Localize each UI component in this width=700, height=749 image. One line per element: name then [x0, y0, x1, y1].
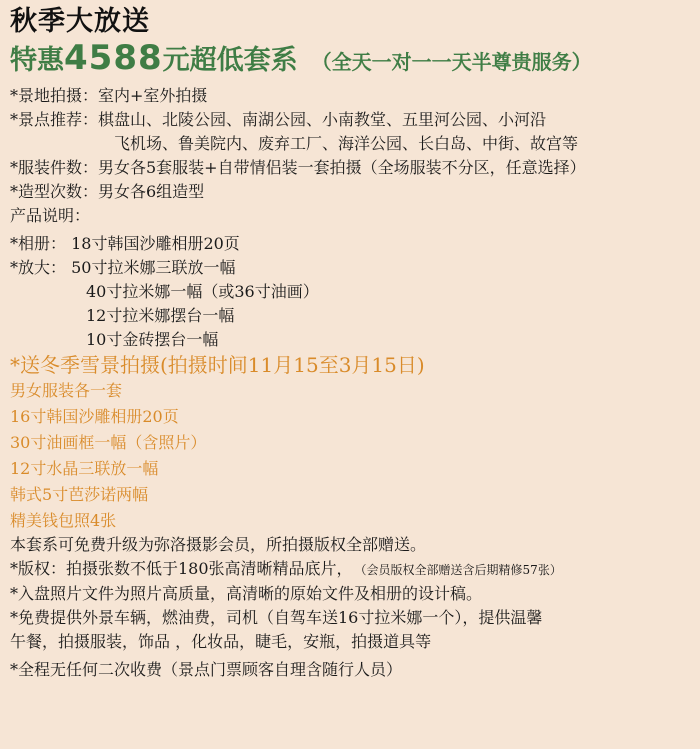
service-note: （全天一对一一天半尊贵服务） [311, 50, 592, 74]
winter-item: 30寸油画框一幅（含照片） [10, 433, 207, 452]
price: 4588 [64, 38, 163, 78]
copyright-line [10, 557, 692, 582]
winter-heading: *送冬季雪景拍摄(拍摄时间11月15至3月15日) [10, 353, 425, 377]
winter-item: 精美钱包照4张 [10, 511, 117, 530]
promo-title: 秋季大放送 [10, 6, 150, 37]
subtitle-prefix: 特惠 [10, 45, 64, 76]
promo-subtitle [10, 40, 692, 80]
upgrade-line: 本套系可免费升级为弥洛摄影会员，所拍摄版权全部赠送。 [10, 535, 427, 554]
enlarge-line-2: 40寸拉米娜一幅（或36寸油画） [86, 282, 319, 301]
styling-line: *造型次数：男女各6组造型 [10, 182, 205, 201]
files-line: *入盘照片文件为照片高质量，高清晰的原始文件及相册的设计稿。 [10, 584, 483, 603]
no-extra-line: *全程无任何二次收费（景点门票顾客自理含随行人员） [10, 660, 403, 679]
venue-line: *景地拍摄：室内+室外拍摄 [10, 86, 208, 105]
copyright-text: *版权：拍摄张数不低于180张高清晰精品底片， [10, 559, 353, 578]
winter-item: 12寸水晶三联放一幅 [10, 459, 159, 478]
product-title: 产品说明： [10, 206, 91, 225]
winter-item: 男女服装各一套 [10, 381, 123, 400]
spots-line-2: 飞机场、鲁美院内、废弃工厂、海洋公园、长白岛、中街、故宫等 [114, 134, 579, 153]
subtitle-suffix: 元超低套系 [162, 45, 298, 76]
free-line-1: *免费提供外景车辆，燃油费，司机（自驾车送16寸拉米娜一个），提供温馨 [10, 608, 543, 627]
copyright-note: （会员版权全部赠送含后期精修57张） [360, 563, 562, 577]
album-line: *相册： 18寸韩国沙雕相册20页 [10, 234, 240, 253]
winter-item: 16寸韩国沙雕相册20页 [10, 407, 179, 426]
winter-item: 韩式5寸芭莎诺两幅 [10, 485, 149, 504]
free-line-2: 午餐，拍摄服装，饰品 ，化妆品，睫毛，安瓶，拍摄道具等 [10, 632, 432, 651]
enlarge-line-1: *放大： 50寸拉米娜三联放一幅 [10, 258, 236, 277]
clothes-line: *服装件数：男女各5套服装+自带情侣装一套拍摄（全场服装不分区，任意选择） [10, 158, 586, 177]
enlarge-line-3: 12寸拉米娜摆台一幅 [86, 306, 235, 325]
enlarge-line-4: 10寸金砖摆台一幅 [86, 330, 219, 349]
spots-line-1: *景点推荐：棋盘山、北陵公园、南湖公园、小南教堂、五里河公园、小河沿 [10, 110, 547, 129]
